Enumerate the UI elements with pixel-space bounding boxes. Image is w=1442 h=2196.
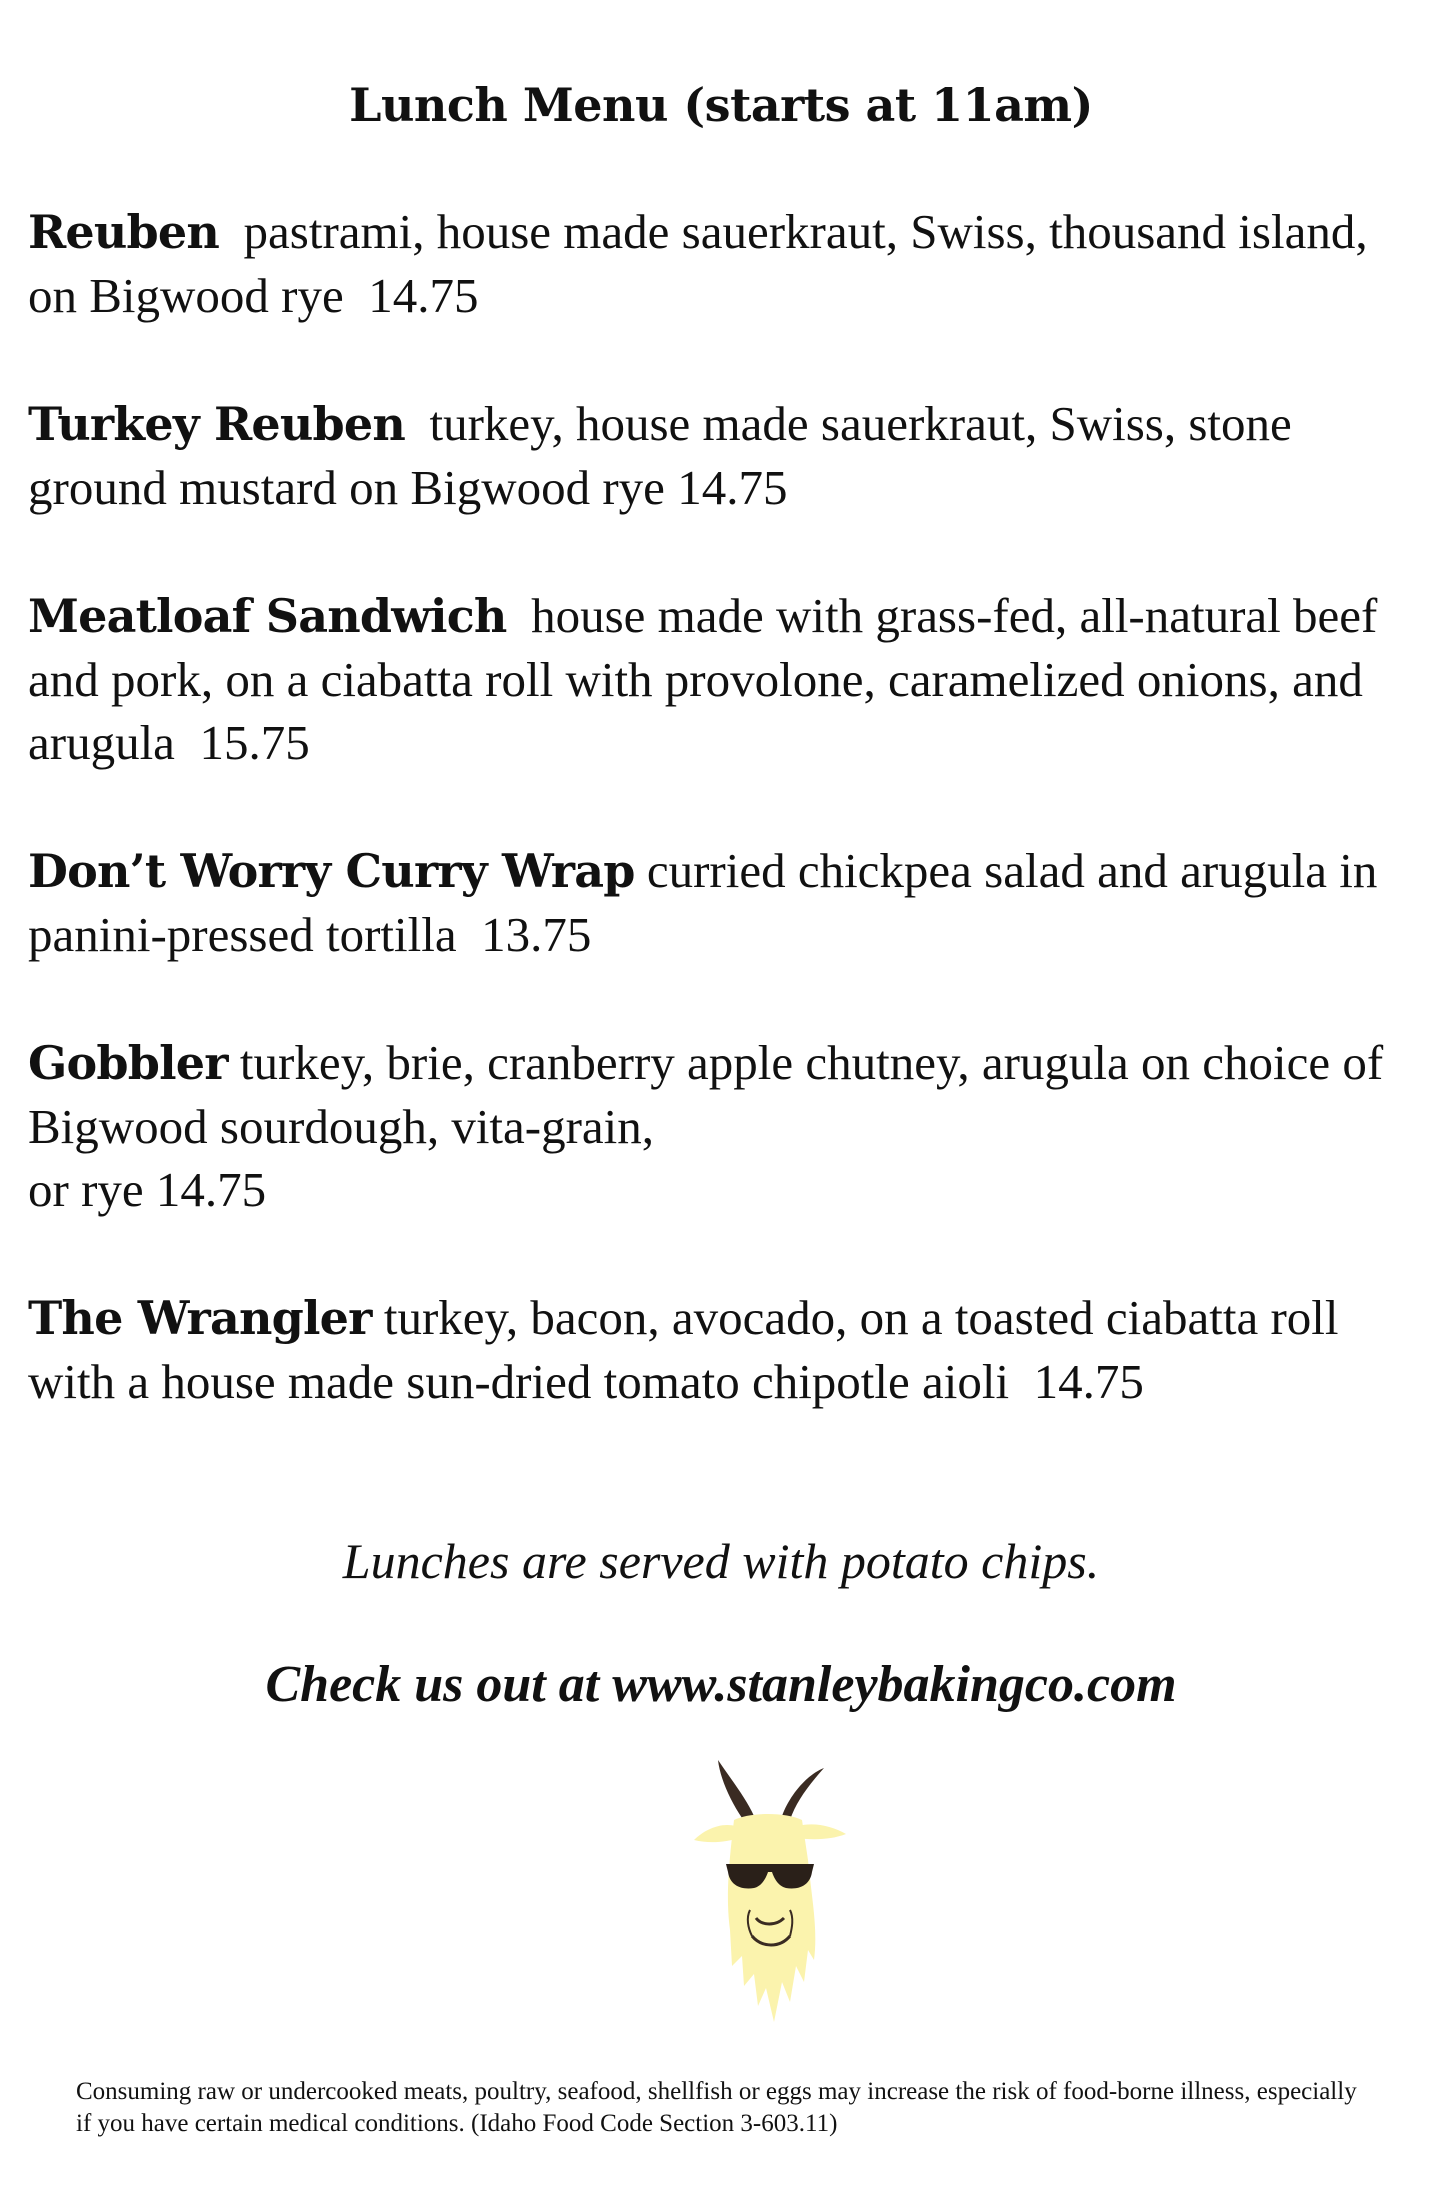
item-description: curried chickpea salad and arugula in panini-pressed tortilla [28,843,1378,962]
chips-note: Lunches are served with potato chips. [342,1533,1100,1589]
item-name: Don’t Worry Curry Wrap [28,844,635,898]
website-note: Check us out at www.stanleybakingco.com [265,1656,1177,1713]
item-description: pastrami, house made sauerkraut, Swiss, thousand island, on Bigwood rye [28,204,1368,323]
menu-item-curry-wrap [28,839,1428,966]
menu-list [28,200,1428,1478]
menu-title: Lunch Menu (starts at 11am) [349,78,1093,132]
food-safety-disclaimer: Consuming raw or undercooked meats, poultry, seafood, shellfish or eggs may increase the risk of food-borne illness, especially if you have certain medical conditions. (Idaho Food Code Section 3-603.11) [76,2078,1357,2137]
goat-head [728,1814,815,2022]
item-price: 14.75 [368,268,479,323]
item-price: 14.75 [155,1162,267,1217]
item-name: Reuben [28,205,220,259]
item-description: turkey, brie, cranberry apple chutney, arugula on choice of Bigwood sourdough, vita-grain, [28,1035,1384,1154]
item-description: turkey, house made sauerkraut, Swiss, stone ground mustard on Bigwood rye [28,396,1292,515]
item-name: The Wrangler [28,1291,372,1345]
menu-item-wrangler [28,1286,1428,1413]
item-description: turkey, bacon, avocado, on a toasted ciabatta roll with a house made sun-dried tomato chipotle aioli [28,1290,1339,1409]
menu-item-gobbler [28,1031,1428,1221]
item-description-continued: or rye [28,1162,144,1217]
item-name: Meatloaf Sandwich [28,589,507,643]
item-price: 14.75 [1033,1354,1144,1409]
item-name: Turkey Reuben [28,397,405,451]
goat-with-sunglasses-icon [690,1760,850,2030]
left-horn [718,1760,754,1818]
item-description: house made with grass-fed, all-natural beef and pork, on a ciabatta roll with provolone, caramelized onions, and arugula [28,588,1378,770]
item-price: 13.75 [481,907,592,962]
menu-item-turkey-reuben [28,392,1428,519]
item-price: 14.75 [677,460,788,515]
right-horn [782,1768,824,1820]
item-name: Gobbler [28,1036,228,1090]
menu-item-meatloaf-sandwich [28,584,1428,774]
item-price: 15.75 [199,715,310,770]
menu-item-reuben [28,200,1428,327]
